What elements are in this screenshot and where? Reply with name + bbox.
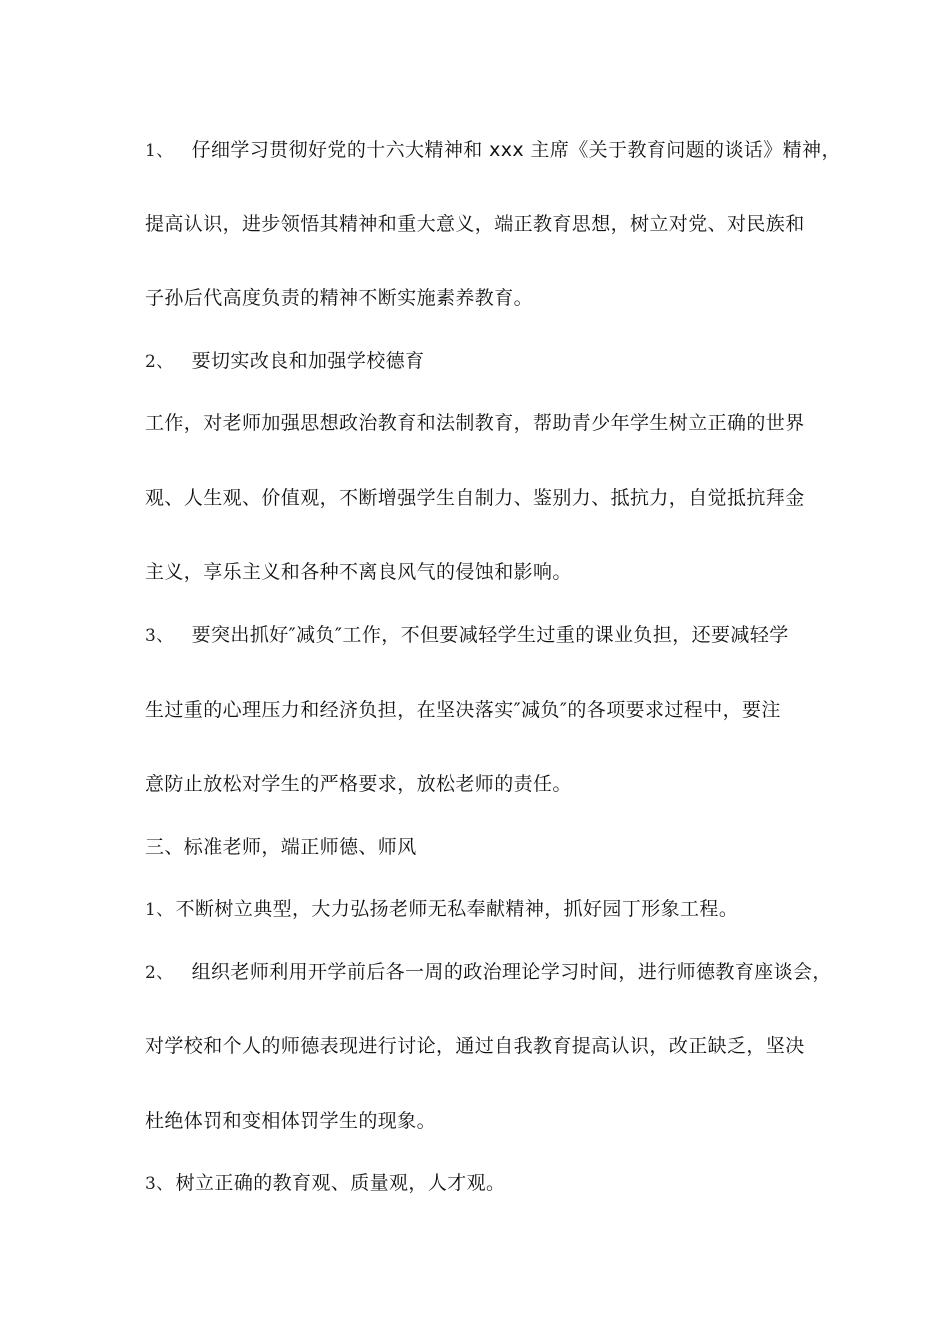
paragraph-line — [145, 697, 781, 723]
line-text: 要突出抓好″减负″工作，不但要减轻学生过重的课业负担，还要减轻学 — [191, 624, 789, 646]
list-number: 3、 — [145, 626, 174, 646]
paragraph-line — [145, 485, 805, 511]
line-text: 观、人生观、价值观，不断增强学生自制力、鉴别力、抵抗力，自觉抵抗拜金 — [145, 487, 805, 509]
paragraph-line — [145, 959, 832, 986]
paragraph-line — [145, 410, 805, 436]
paragraph-line — [145, 559, 572, 585]
line-text: 主义，享乐主义和各种不离良风气的侵蚀和影响。 — [145, 561, 572, 583]
list-number: 2、 — [145, 352, 174, 372]
section-heading — [145, 834, 417, 860]
line-text: 树立正确的教育观、质量观，人才观。 — [175, 1172, 506, 1194]
list-number: 1、 — [145, 141, 174, 161]
paragraph-line — [145, 1170, 505, 1197]
line-text: 工作，对老师加强思想政治教育和法制教育，帮助青少年学生树立正确的世界 — [145, 412, 805, 434]
paragraph-line — [145, 1108, 436, 1134]
line-text: 对学校和个人的师德表现进行讨论，通过自我教育提高认识，改正缺乏，坚决 — [145, 1035, 805, 1057]
list-number: 3、 — [145, 1174, 174, 1194]
line-text: 要切实改良和加强学校德育 — [191, 350, 425, 372]
line-text: 杜绝体罚和变相体罚学生的现象。 — [145, 1110, 437, 1132]
line-text: 不断树立典型，大力弘扬老师无私奉献精神，抓好园丁形象工程。 — [175, 898, 739, 920]
paragraph-line — [145, 896, 738, 923]
paragraph-line — [145, 622, 789, 649]
line-text: 生过重的心理压力和经济负担，在坚决落实″减负″的各项要求过程中，要注 — [145, 699, 781, 721]
line-text: 组织老师利用开学前后各一周的政治理论学习时间，进行师德教育座谈会， — [191, 961, 832, 983]
line-text: 子孙后代高度负责的精神不断实施素养教育。 — [145, 287, 534, 309]
paragraph-line — [145, 348, 424, 375]
paragraph-line — [145, 771, 572, 797]
list-number: 1、 — [145, 900, 174, 920]
paragraph-line — [145, 211, 805, 237]
line-text: 三、标准老师，端正师德、师风 — [145, 836, 417, 858]
line-text: 提高认识，进步领悟其精神和重大意义，端正教育思想，树立对党、对民族和 — [145, 213, 805, 235]
line-text: 意防止放松对学生的严格要求，放松老师的责任。 — [145, 773, 572, 795]
line-text: 仔细学习贯彻好党的十六大精神和 xxx 主席《关于教育问题的谈话》精神， — [191, 139, 841, 161]
paragraph-line — [145, 1033, 805, 1059]
list-number: 2、 — [145, 963, 174, 983]
paragraph-line — [145, 137, 841, 164]
paragraph-line — [145, 285, 533, 311]
